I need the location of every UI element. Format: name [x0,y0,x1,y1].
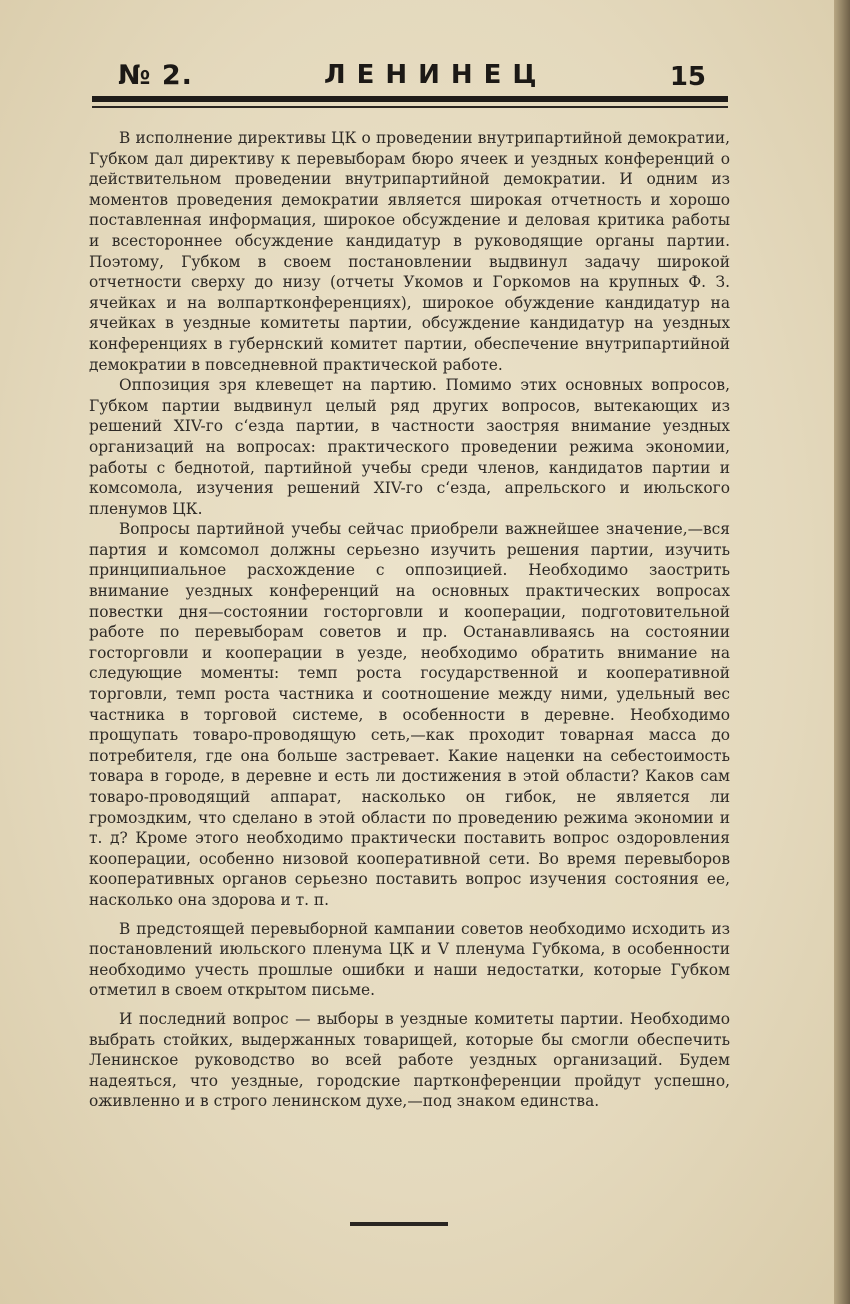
article-body [89,128,730,1112]
masthead-title: ЛЕНИНЕЦ [324,60,548,90]
paragraph-5: И последний вопрос — выборы в уездные комитеты партии. Необходимо выбрать стойких, выдержанных товарищей, которые бы смогли обеспечить Ленинское руководство во всей работе уездных организаций. Будем надеяться, что уездные, городские партконференции пройдут успешно, оживленно и в строго ленинском духе,—под знаком единства. [89,1009,730,1111]
article-end-rule [350,1222,448,1226]
page-number: 15 [669,62,706,92]
paragraph-3: Вопросы партийной учебы сейчас приобрели важнейшее значение,—вся партия и комсомол должны серьезно изучить решения партии, изучить принципиальное расхождение с оппозицией. Необходимо заострить внимание уездных конференций на основных практических вопросах повестки дня—состоянии госторговли и кооперации, подготовительной работе по перевыборам советов и пр. Останавливаясь на состоянии госторговли и кооперации в уезде, необходимо обратить внимание на следующие моменты: темп роста государственной и кооперативной торговли, темп роста частника и соотношение между ними, удельный вес частника в торговой системе, в особенности в деревне. Необходимо прощупать товаро-проводящую сеть,—как проходит товарная масса до потребителя, где она больше застревает. Какие наценки на себестоимость товара в городе, в деревне и есть ли достижения в этой области? Каков сам товаро-проводящий аппарат, насколько он гибок, не является ли громоздким, что сделано в этой области по проведению режима экономии и т. д? Кроме этого необходимо практически поставить вопрос оздоровления кооперации, особенно низовой кооперативной сети. Во время перевыборов кооперативных органов серьезно поставить вопрос изучения состояния ее, насколько она здорова и т. п. [89,520,730,909]
paragraph-2: Оппозиция зря клевещет на партию. Помимо этих основных вопросов, Губком партии выдвинул целый ряд других вопросов, вытекающих из решений XIV-го с‘езда партии, в частности заостряя внимание уездных организаций на вопросах: практического проведении режима экономии, работы с беднотой, партийной учебы среди членов, кандидатов партии и комсомола, изучения решений XIV-го с‘езда, апрельского и июльского пленумов ЦК. [89,376,730,518]
issue-number: № 2. [118,60,193,91]
paragraph-4: В предстоящей перевыборной кампании советов необходимо исходить из постановлений июльского пленума ЦК и V пленума Губкома, в особенности необходимо учесть прошлые ошибки и наши недостатки, которые Губком отметил в своем открытом письме. [89,919,730,1000]
header-rule-thin [92,106,728,108]
header-rule-thick [92,96,728,102]
page-header [92,60,728,100]
page-edge-shadow [834,0,850,1304]
paragraph-1: В исполнение директивы ЦК о проведении внутрипартийной демократии, Губком дал директиву к перевыборам бюро ячеек и уездных конференций о действительном проведении внутрипартийной демократии. И одним из моментов проведения демократии является широкая отчетность и хорошо поставленная информация, широкое обсуждение и деловая критика работы и всестороннее обсуждение кандидатур в руководящие органы партии. Поэтому, Губком в своем постановлении выдвинул задачу широкой отчетности сверху до низу (отчеты Укомов и Горкомов на крупных Ф. З. ячейках и на волпартконференциях), широкое обуждение кандидатур на ячейках в уездные комитеты партии, обсуждение кандидатур на уездных конференциях в губернский комитет партии, обеспечение внутрипартийной демократии в повседневной практической работе. [89,129,730,374]
